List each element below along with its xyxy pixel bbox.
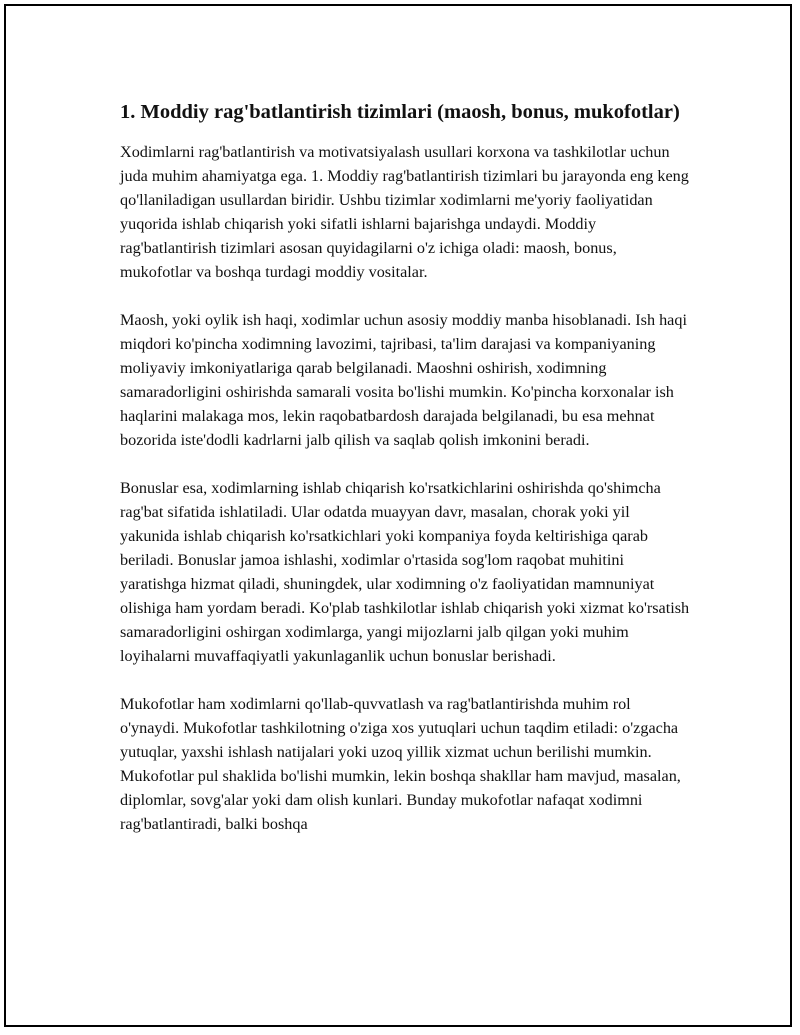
paragraph-awards: Mukofotlar ham xodimlarni qo'llab-quvvatlash va rag'batlantirishda muhim rol o'ynaydi. Mukofotlar tashkilotning o'ziga xos yutuqlari uchun taqdim etiladi: o'zgacha yutuqlar, yaxshi ishlash natijalari yoki uzoq yillik xizmat uchun berilishi mumkin. Mukofotlar pul shaklida bo'lishi mumkin, lekin boshqa shakllar ham mavjud, masalan, diplomlar, sovg'alar yoki dam olish kunlari. Bunday mukofotlar nafaqat xodimni rag'batlantiradi, balki boshqa [120,695,681,833]
paragraph-salary: Maosh, yoki oylik ish haqi, xodimlar uchun asosiy moddiy manba hisoblanadi. Ish haqi miqdori ko'pincha xodimning lavozimi, tajribasi, ta'lim darajasi va kompaniyaning moliyaviy imkoniyatlariga qarab belgilanadi. Maoshni oshirish, xodimning samaradorligini oshirishda samarali vosita bo'lishi mumkin. Ko'pincha korxonalar ish haqlarini malakaga mos, lekin raqobatbardosh darajada belgilanadi, bu esa mehnat bozorida iste'dodli kadrlarni jalb qilish va saqlab qolish imkonini beradi. [120,311,687,449]
paragraph-bonuses: Bonuslar esa, xodimlarning ishlab chiqarish ko'rsatkichlarini oshirishda qo'shimcha rag'bat sifatida ishlatiladi. Ular odatda muayyan davr, masalan, chorak yoki yil yakunida ishlab chiqarish ko'rsatkichlari yoki kompaniya foyda keltirishiga qarab beriladi. Bonuslar jamoa ishlashi, xodimlar o'rtasida sog'lom raqobat muhitini yaratishga hizmat qiladi, shuningdek, ular xodimning o'z faoliyatidan mamnuniyat olishiga ham yordam beradi. Ko'plab tashkilotlar ishlab chiqarish yoki xizmat ko'rsatish samaradorligini oshirgan xodimlarga, yangi mijozlarni jalb qilgan yoki muhim loyihalarni muvaffaqiyatli yakunlaganlik uchun bonuslar berishadi. [120,479,690,665]
paragraph-intro: Xodimlarni rag'batlantirish va motivatsiyalash usullari korxona va tashkilotlar uchun juda muhim ahamiyatga ega. 1. Moddiy rag'batlantirish tizimlari bu jarayonda eng keng qo'llaniladigan usullardan biridir. Ushbu tizimlar xodimlarni me'yoriy faoliyatidan yuqorida ishlab chiqarish yoki sifatli ishlarni bajarishga undaydi. Moddiy rag'batlantirish tizimlari asosan quyidagilarni o'z ichiga oladi: maosh, bonus, mukofotlar va boshqa turdagi moddiy vositalar. [120,143,689,281]
section-heading: 1. Moddiy rag'batlantirish tizimlari (maosh, bonus, mukofotlar) [120,101,680,123]
document-page [4,4,792,1027]
document-body [120,98,690,860]
